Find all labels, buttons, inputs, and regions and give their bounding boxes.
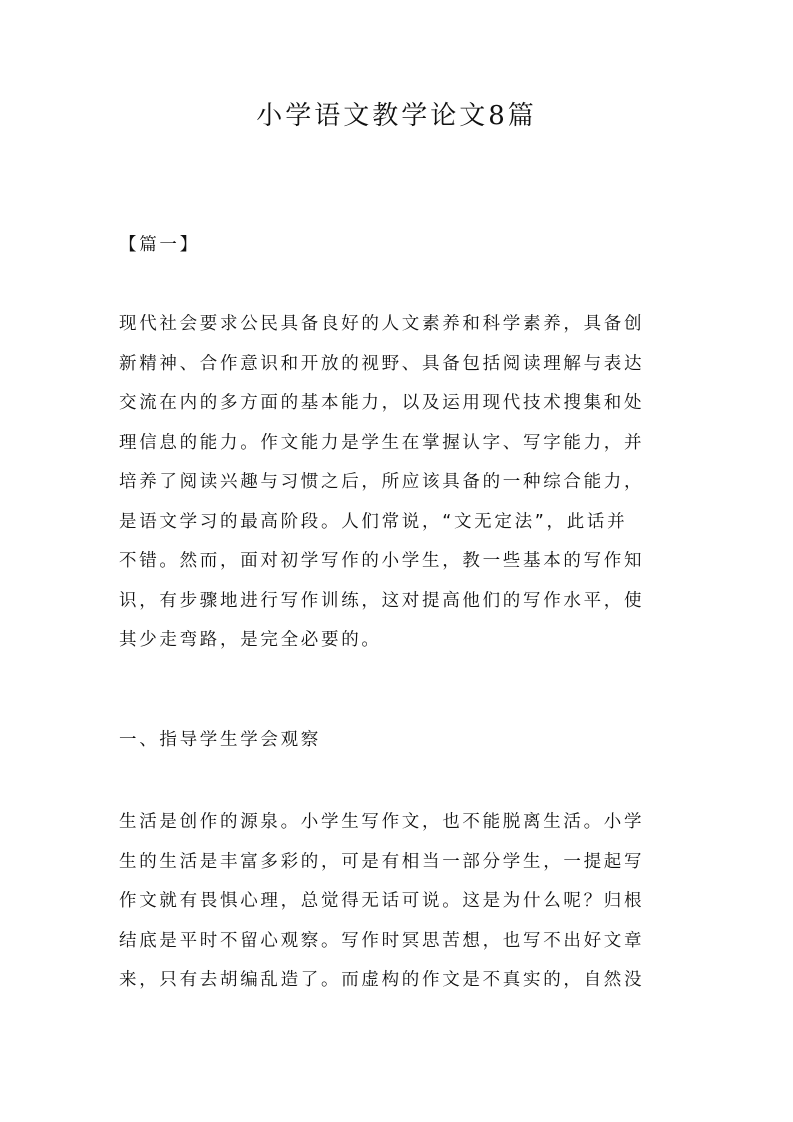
paragraph-line: 现代社会要求公民具备良好的人文素养和科学素养，具备创 <box>119 314 645 334</box>
paragraph-intro <box>119 305 675 661</box>
paragraph-line: 新精神、合作意识和开放的视野、具备包括阅读理解与表达 <box>119 353 645 374</box>
paragraph-line: 培养了阅读兴趣与习惯之后，所应该具备的一种综合能力， <box>119 472 645 492</box>
paragraph-line: 是语文学习的最高阶段。人们常说，“文无定法”，此话并 <box>119 511 628 532</box>
document-title: 小学语文教学论文8篇 <box>256 101 537 131</box>
paragraph-line: 交流在内的多方面的基本能力，以及运用现代技术搜集和处 <box>119 393 645 413</box>
paragraph-line: 生的生活是丰富多彩的，可是有相当一部分学生，一提起写 <box>119 851 645 872</box>
paragraph-line: 识，有步骤地进行写作训练，这对提高他们的写作水平，使 <box>119 590 645 611</box>
paragraph-line: 作文就有畏惧心理，总觉得无话可说。这是为什么呢？归根 <box>119 891 645 911</box>
paragraph-observation <box>119 803 675 1001</box>
paragraph-line: 结底是平时不留心观察。写作时冥思苦想，也写不出好文章 <box>119 930 645 951</box>
paragraph-line: 其少走弯路，是完全必要的。 <box>119 630 382 650</box>
chapter-label: 【篇一】 <box>119 235 200 255</box>
section-heading: 一、指导学生学会观察 <box>119 730 321 750</box>
paragraph-line: 不错。然而，面对初学写作的小学生，教一些基本的写作知 <box>119 551 645 571</box>
paragraph-line: 理信息的能力。作文能力是学生在掌握认字、写字能力，并 <box>119 432 645 453</box>
paragraph-line: 生活是创作的源泉。小学生写作文，也不能脱离生活。小学 <box>119 812 645 832</box>
paragraph-line: 来，只有去胡编乱造了。而虚构的作文是不真实的，自然没 <box>119 970 645 990</box>
